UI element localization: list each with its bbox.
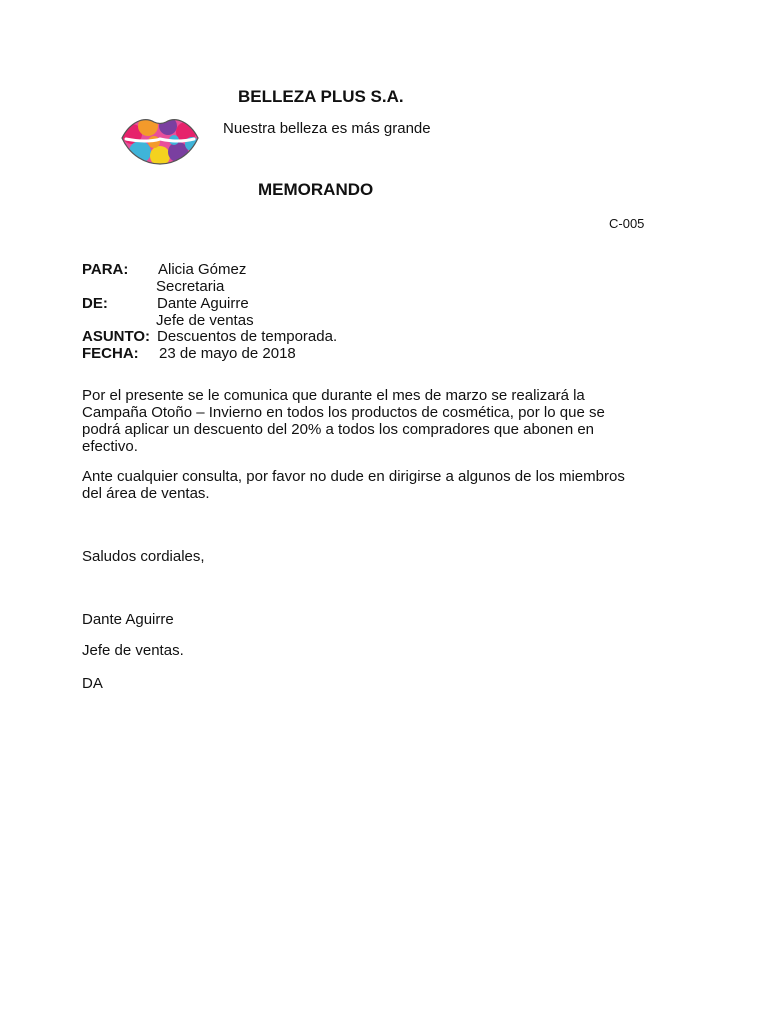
paragraph-line: efectivo. [82,438,138,455]
fecha-label: FECHA: [82,345,139,362]
para-name: Alicia Gómez [158,261,247,278]
closing-text: Saludos cordiales, [82,548,205,565]
paragraph-line: podrá aplicar un descuento del 20% a todos los compradores que abonen en [82,421,595,438]
paragraph-line: Campaña Otoño – Invierno en todos los productos de cosmética, por lo que se [82,404,605,421]
de-label: DE: [82,295,108,312]
paragraph-line: del área de ventas. [82,485,210,502]
asunto-label: ASUNTO: [82,328,151,345]
signature-name: Dante Aguirre [82,611,174,628]
signature-role: Jefe de ventas. [82,642,184,659]
tagline: Nuestra belleza es más grande [223,120,431,137]
de-name: Dante Aguirre [157,295,249,312]
body-paragraph-1 [82,387,652,455]
fecha-value: 23 de mayo de 2018 [159,345,296,362]
paragraph-line: Por el presente se le comunica que durante el mes de marzo se realizará la [82,387,585,404]
lips-icon [118,112,202,168]
company-name: BELLEZA PLUS S.A. [238,87,404,106]
de-role: Jefe de ventas [156,312,254,329]
body-paragraph-2 [82,468,652,502]
paragraph-line: Ante cualquier consulta, por favor no dude en dirigirse a algunos de los miembros [82,468,625,485]
document-code: C-005 [609,216,645,231]
document-title: MEMORANDO [258,180,374,199]
asunto-value: Descuentos de temporada. [157,328,338,345]
initials: DA [82,675,103,692]
para-role: Secretaria [156,278,225,295]
para-label: PARA: [82,261,129,278]
